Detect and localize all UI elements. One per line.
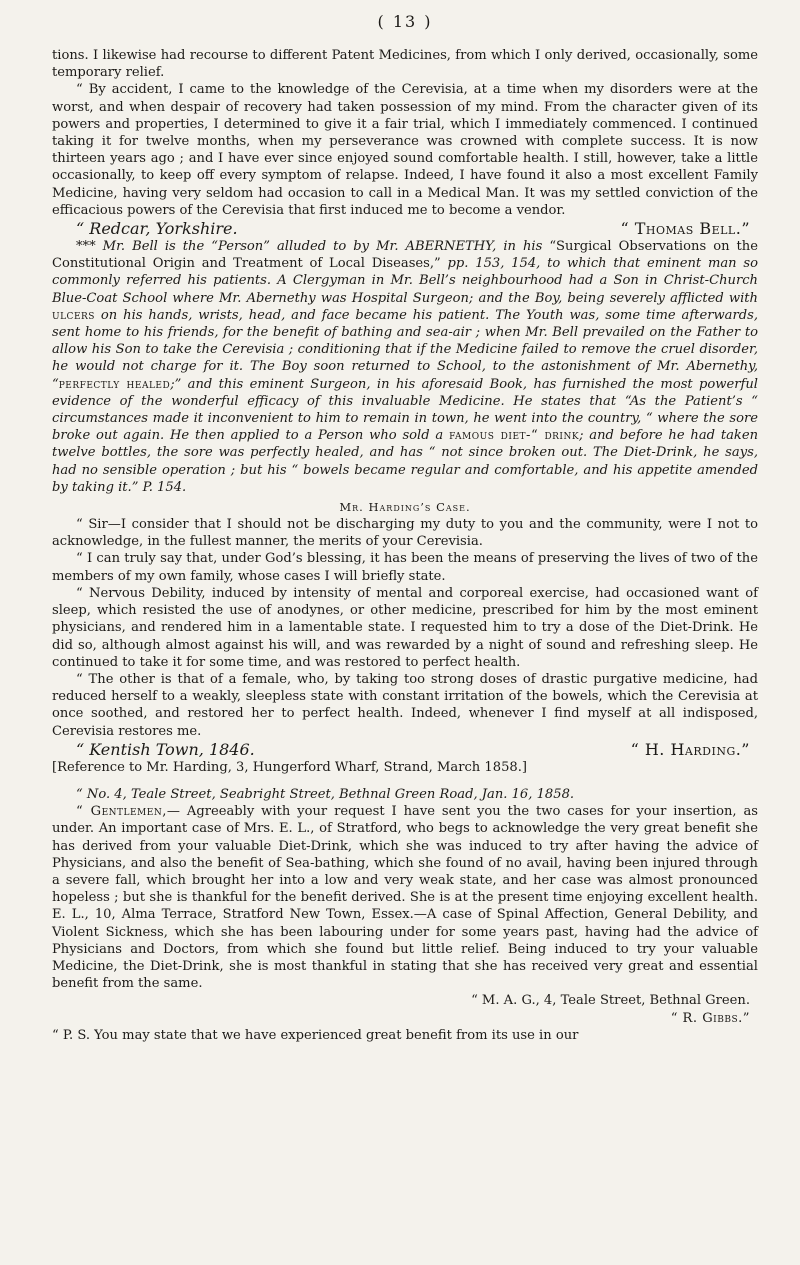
harding-place: “ Kentish Town, 1846. bbox=[76, 739, 255, 759]
harding-paragraph-2: “ I can truly say that, under God’s blessing, it has been the means of preserving the lives of two of the members of my own family, whose cases I will briefly state. bbox=[52, 551, 758, 584]
note-part-4: on his hands, wrists, head, and face became his patient. The Youth was, some time afterwards, sent home to his friends, for the benefit of bathing and sea-air ; when Mr. Bell prevailed on the Father to allow his Son to take the Cerevisia ; conditioning that if the Medicine failed to remove the cruel disorder, he would not charge for it. The Boy soon returned to School, to the astonishment of Mr. Abernethy, “ bbox=[52, 307, 758, 392]
gibbs-salutation: “ Gentlemen, bbox=[76, 804, 167, 820]
harding-reference: [Reference to Mr. Harding, 3, Hungerford Wharf, Strand, March 1858.] bbox=[52, 759, 527, 775]
page-number: ( 13 ) bbox=[377, 12, 433, 31]
note-part-6: ; and before he had taken twelve bottles, the sore was perfectly healed, and has “ not since broken out. The Diet-Drink, he says, had no sensible operation ; but his “ bowels became regular and comfortable, and his appetite amended by taking it.” P. 154. bbox=[52, 428, 758, 495]
bell-letter-paragraph: “ By accident, I came to the knowledge of the Cerevisia, at a time when my disorders were at the worst, and when despair of recovery had taken possession of my mind. From the character given of its powers and properties, I determined to give it a fair trial, which I immediately commenced. I continued taking it for twelve months, when my perseverance was crowned with complete success. It is now thirteen years ago ; and I have ever since enjoyed sound comfortable health. I still, however, take a little occasionally, to keep off every symptom of relapse. Indeed, I have found it also a most excellent Family Medicine, having very seldom had occasion to call in a Medical Man. It was my settled conviction of the efficacious powers of the Cerevisia that first induced me to become a vendor. bbox=[52, 82, 758, 218]
note-part-5: ;” and this eminent Surgeon, in his aforesaid Book, has furnished the most powerful evidence of the wonderful efficacy of this invaluable Medicine. He states that “As the Patient’s “ circumstances made it inconvenient to him to remain in town, he went into the country, “ where the sore broke out again. He then applied to a Person who sold a bbox=[52, 376, 758, 444]
harding-case-heading: Mr. Harding’s Case. bbox=[339, 500, 471, 515]
abernethy-note bbox=[52, 238, 758, 496]
note-part-2: “Surgical Observations on the Constitutional Origin and Treatment of Local Diseases,” bbox=[52, 239, 758, 272]
gibbs-postscript: “ P. S. You may state that we have experienced great benefit from its use in our bbox=[52, 1027, 579, 1043]
gibbs-signature-address: “ M. A. G., 4, Teale Street, Bethnal Green. bbox=[471, 993, 750, 1009]
harding-paragraph-1: “ Sir—I consider that I should not be discharging my duty to you and the community, were I not to acknowledge, in the fullest manner, the merits of your Cerevisia. bbox=[52, 517, 758, 550]
note-part-1: *** Mr. Bell is the “Person” alluded to by Mr. ABERNETHY, in his bbox=[76, 239, 543, 255]
bell-signature-line bbox=[52, 219, 758, 238]
gibbs-signature-name: “ R. Gibbs.” bbox=[670, 1010, 750, 1026]
intro-paragraph: tions. I likewise had recourse to different Patent Medicines, from which I only derived, occasionally, some temporary relief. bbox=[52, 48, 758, 81]
note-ulcers: ulcers bbox=[52, 307, 95, 323]
gibbs-body: — Agreeably with your request I have sent you the two cases for your insertion, as under. An important case of Mrs. E. L., of Stratford, who begs to acknowledge the very great benefit she has derived from your valuable Diet-Drink, which she was induced to try after having the advice of Physicians, and also the benefit of Sea-bathing, which she found of no avail, having been injured through a severe fall, which brought her into a low and very weak state, and her case was almost pronounced hopeless ; but she is thankful for the benefit derived. She is at the present time enjoying excellent health. E. L., 10, Alma Terrace, Stratford New Town, Essex.—A case of Spinal Affection, General Debility, and Violent Sickness, which she has been labouring under for some years past, having had the advice of Physicians and Doctors, from which she found but little relief. Being induced to try your valuable Medicine, the Diet-Drink, she is most thankful in stating that she has received very great and essential benefit from the same. bbox=[52, 804, 758, 992]
bell-signature: “ Thomas Bell.” bbox=[620, 219, 750, 239]
harding-paragraph-4: “ The other is that of a female, who, by taking too strong doses of drastic purgative medicine, had reduced herself to a weakly, sleepless state with constant irritation of the bowels, which the Cerevisia at once soothed, and restored her to perfect health. Indeed, whenever I find myself at all indisposed, Cerevisia restores me. bbox=[52, 671, 758, 739]
harding-signature: “ H. Harding.” bbox=[630, 739, 750, 759]
bell-place: “ Redcar, Yorkshire. bbox=[76, 219, 238, 239]
harding-paragraph-3: “ Nervous Debility, induced by intensity of mental and corporeal exercise, had occasioned want of sleep, which resisted the use of anodynes, or other medicine, prescribed for him by the most eminent physicians, and rendered him in a lamentable state. I requested him to try a dose of the Diet-Drink. He did so, although almost against his will, and was rewarded by a night of sound and refreshing sleep. He continued to take it for some time, and was restored to perfect health. bbox=[52, 585, 758, 670]
gibbs-letter bbox=[52, 803, 758, 992]
harding-signature-line bbox=[52, 740, 758, 759]
note-diet-drink: famous diet-“ drink bbox=[449, 428, 580, 444]
gibbs-address: “ No. 4, Teale Street, Seabright Street, Bethnal Green Road, Jan. 16, 1858. bbox=[76, 786, 575, 802]
note-healed: perfectly healed bbox=[58, 376, 171, 392]
note-part-3: pp. 153, 154, to which that eminent man so commonly referred his patients. A Clergyman in Mr. Bell’s neighbourhood had a Son in Christ-Church Blue-Coat School where Mr. Abernethy was Hospital Surgeon; and the Boy, being severely afflicted with bbox=[52, 256, 758, 306]
